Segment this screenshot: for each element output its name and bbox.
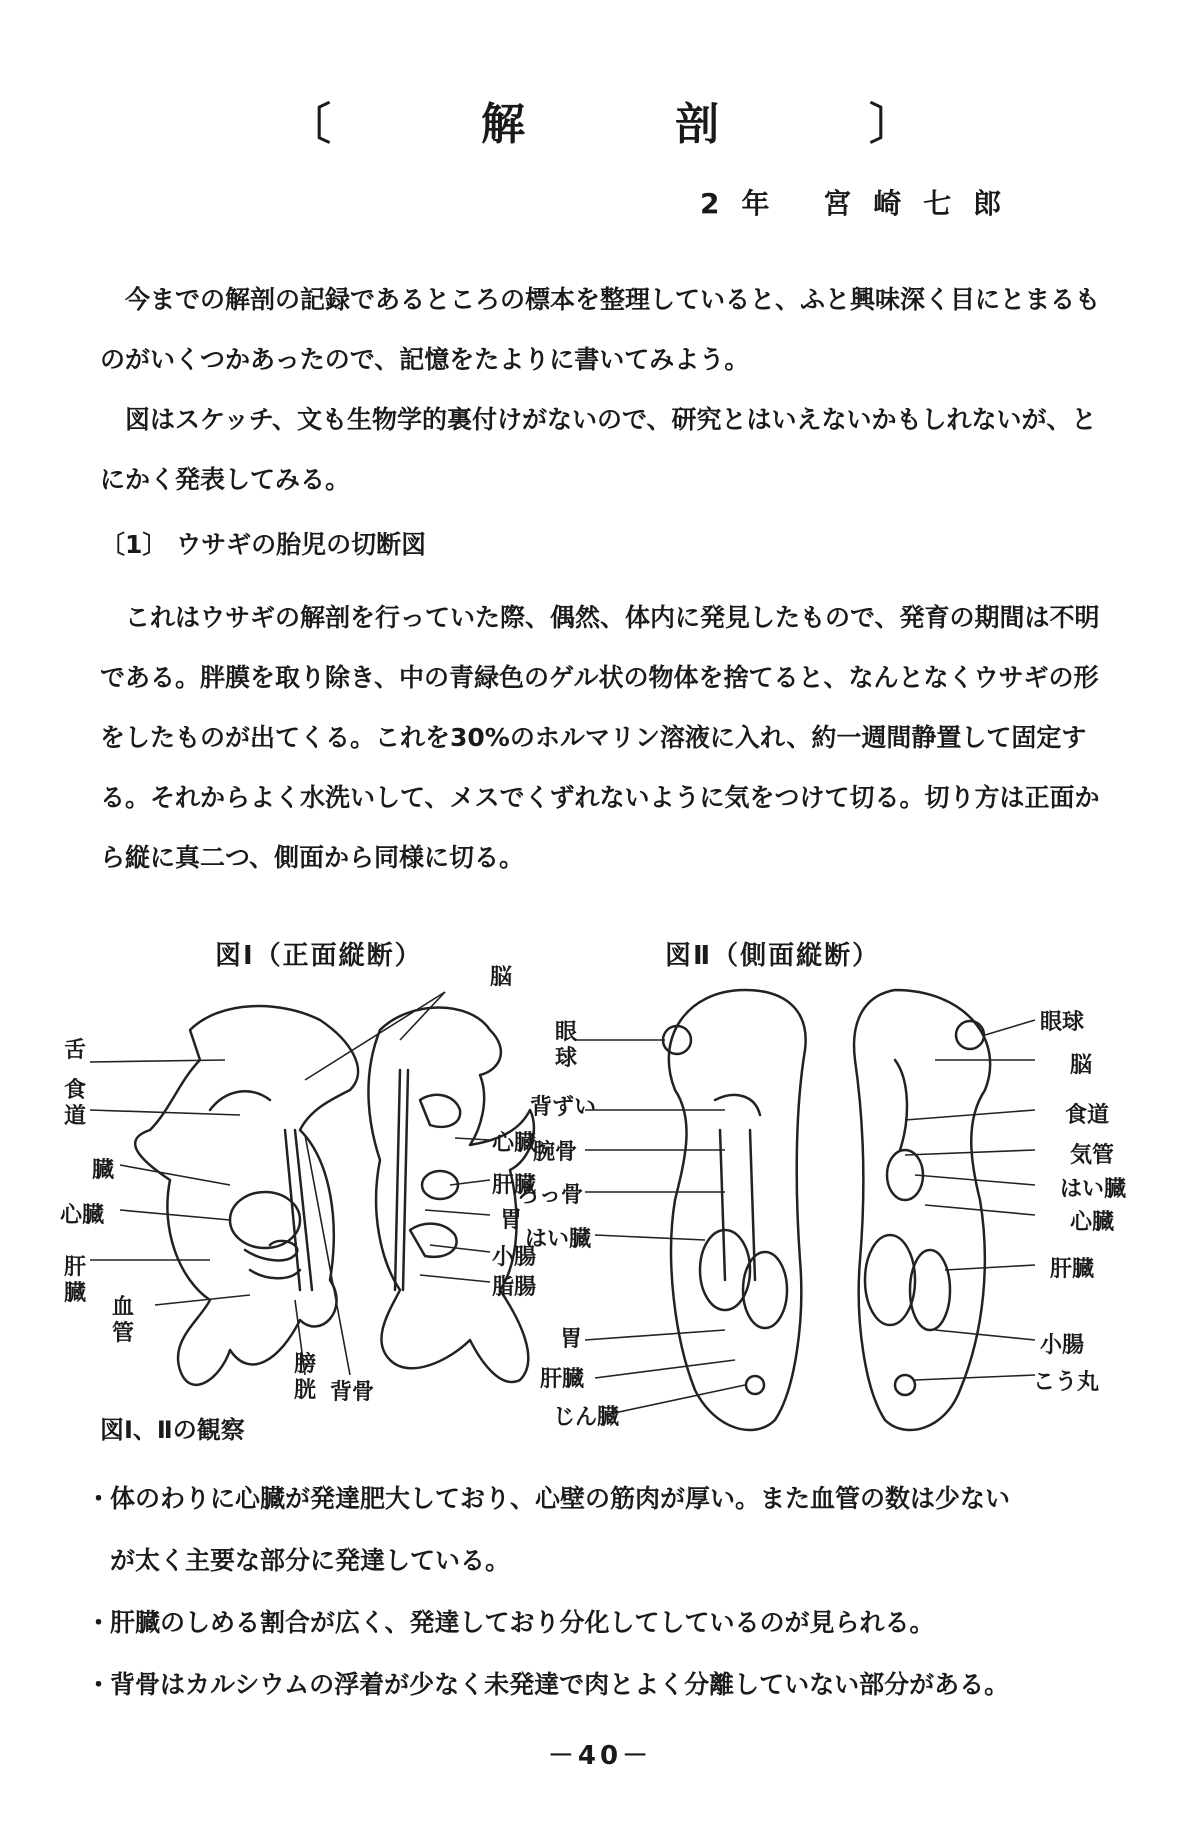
fig2-label-lung-right: はい臓 bbox=[1060, 1177, 1127, 1202]
fig2-label-stomach: 胃 bbox=[560, 1327, 583, 1352]
fig1-label-fat-intestine: 脂腸 bbox=[492, 1275, 537, 1300]
figure2-drawing bbox=[517, 960, 1165, 1460]
fig2-label-heart: 心臓 bbox=[1070, 1210, 1115, 1235]
observation-item: ・ 肝臓のしめる割合が広く、発達しており分化してしているのが見られる。 bbox=[90, 1592, 1130, 1654]
intro-text bbox=[100, 270, 1120, 510]
fig2-label-esophagus: 食道 bbox=[1065, 1103, 1110, 1128]
fig2-label-spinal-cord: 背ずい bbox=[530, 1095, 597, 1120]
section-body bbox=[100, 588, 1120, 888]
fig1-label-liver-right: 肝臓 bbox=[492, 1173, 537, 1198]
observation-item: ・ 体のわりに心臓が発達肥大しており、心壁の筋肉が厚い。また血管の数は少ない bbox=[90, 1468, 1130, 1530]
observation-item: ・ 背骨はカルシウムの浮着が少なく未発達で肉とよく分離していない部分がある。 bbox=[90, 1654, 1130, 1716]
fig2-label-arm-bone: 腕骨 bbox=[533, 1140, 578, 1165]
fig1-label-liver-left: 肝臓 bbox=[63, 1255, 86, 1306]
observation-title: 図Ⅰ、Ⅱの観察 bbox=[100, 1416, 245, 1444]
section-paragraph: これはウサギの解剖を行っていた際、偶然、体内に発見したもので、発育の期間は不明である。胖膜を取り除き、中の青緑色のゲル状の物体を捨てると、なんとなくウサギの形をしたものが出てくる。これを30%のホルマリン溶液に入れ、約一週間静置して固定する。それからよく水洗いして、メスでくずれないように気をつけて切る。切り方は正面から縦に真二つ、側面から同様に切る。 bbox=[100, 603, 1100, 872]
fig2-label-trachea: 気管 bbox=[1070, 1143, 1115, 1168]
fig1-label-vessel: 血管 bbox=[111, 1295, 134, 1346]
fig2-label-eyeball-right: 眼球 bbox=[1040, 1010, 1085, 1035]
fig2-label-lung-left: はい臓 bbox=[525, 1227, 592, 1252]
section-heading: 〔1〕 ウサギの胎児の切断図 bbox=[100, 530, 427, 559]
fig2-label-brain: 脳 bbox=[1070, 1053, 1093, 1078]
figure1-caption: 図Ⅰ（正面縦断） bbox=[215, 941, 423, 971]
observation-list bbox=[90, 1468, 1130, 1716]
fig1-label-tongue: 舌 bbox=[63, 1038, 86, 1063]
fig1-label-spine: 背骨 bbox=[330, 1380, 375, 1405]
intro-paragraph-1: 今までの解剖の記録であるところの標本を整理していると、ふと興味深く目にとまるものがいくつかあったので、記憶をたよりに書いてみよう。 bbox=[100, 285, 1101, 374]
figure2-caption: 図Ⅱ（側面縦断） bbox=[665, 941, 881, 971]
fig2-label-eyeball-left: 眼球 bbox=[554, 1020, 577, 1071]
fig2-label-testis: こう丸 bbox=[1033, 1370, 1100, 1395]
fig2-label-rib: ろっ骨 bbox=[517, 1183, 584, 1208]
fig2-label-small-intestine: 小腸 bbox=[1040, 1333, 1085, 1358]
intro-paragraph-2: 図はスケッチ、文も生物学的裏付けがないので、研究とはいえないかもしれないが、とにかく発表してみる。 bbox=[100, 405, 1097, 494]
fig1-label-heart-left: 心臓 bbox=[60, 1203, 105, 1228]
page-number: －40－ bbox=[547, 1741, 653, 1771]
fig2-label-liver-left: 肝臓 bbox=[540, 1367, 585, 1392]
fig1-label-bladder: 膀胱 bbox=[293, 1352, 316, 1403]
fig2-label-liver-right: 肝臓 bbox=[1050, 1257, 1095, 1282]
page-title: 〔解剖〕 bbox=[287, 99, 1063, 150]
fig1-label-organ: 臓 bbox=[92, 1158, 115, 1183]
author-line: 2年 宮崎七郎 bbox=[700, 187, 1024, 220]
fig1-label-heart-right: 心臓 bbox=[492, 1131, 537, 1156]
fig1-label-stomach: 胃 bbox=[500, 1208, 523, 1233]
fig1-label-small-intestine: 小腸 bbox=[492, 1245, 537, 1270]
fig2-label-kidney: じん臓 bbox=[553, 1405, 620, 1430]
fig1-label-brain: 脳 bbox=[490, 965, 513, 990]
fig1-label-esophagus: 食道 bbox=[63, 1078, 86, 1129]
observation-item-continued: が太く主要な部分に発達している。 bbox=[110, 1546, 511, 1575]
